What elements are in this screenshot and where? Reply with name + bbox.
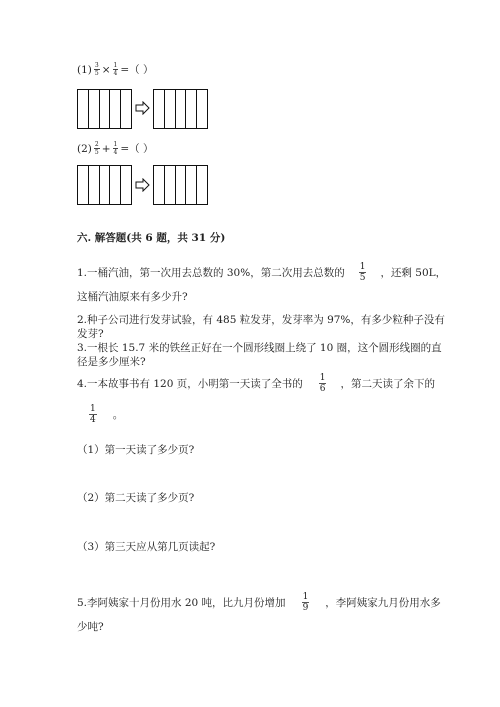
exercise-1-operator: × — [101, 63, 111, 76]
problem-1-text-b: ，还剩 50L， — [380, 266, 447, 279]
exercise-2-fraction-1: $\frac{2}{5}$ — [94, 141, 99, 156]
exercise-2-operator: + — [101, 142, 111, 155]
exercise-2-expression — [77, 141, 153, 156]
exercise-1-left-box — [77, 89, 132, 129]
exercise-1-fraction-1: $\frac{3}{5}$ — [94, 62, 99, 77]
problem-1-line-2: 这桶汽油原来有多少升? — [77, 291, 188, 303]
problem-5-text-a: 5.李阿姨家十月份用水 20 吨，比九月份增加 — [77, 596, 286, 609]
exercise-2-label: (2) — [77, 142, 92, 155]
exercise-1-expression — [77, 62, 153, 77]
problem-5-line-2: 少吨? — [77, 621, 104, 633]
exercise-2-fraction-2: $\frac{1}{4}$ — [113, 141, 118, 156]
problem-4-text-b: ，第二天读了余下的 — [340, 377, 435, 390]
problem-4-text-a: 4.一本故事书有 120 页，小明第一天读了全书的 — [77, 377, 303, 390]
problem-1-fraction: $\frac{1}{5}$ — [359, 262, 366, 283]
exercise-1-fraction-2: $\frac{1}{4}$ — [113, 62, 118, 77]
problem-5-line-1 — [77, 592, 441, 613]
problem-4-line-1 — [77, 373, 435, 394]
right-arrow-icon — [135, 178, 150, 192]
problem-4-fraction-1: $\frac{1}{6}$ — [319, 373, 326, 394]
problem-2-line-2: 发芽? — [77, 328, 104, 340]
problem-1-line-1 — [77, 262, 446, 283]
problem-4-sub-2: （2）第二天读了多少页? — [77, 492, 195, 504]
exercise-2-left-box — [77, 165, 132, 205]
right-arrow-icon — [135, 101, 150, 115]
exercise-1-right-box — [153, 89, 208, 129]
problem-3-line-1: 3.一根长 15.7 米的铁丝正好在一个圆形线圈上绕了 10 圈，这个圆形线圈的直 — [77, 342, 442, 354]
problem-5-text-b: ，李阿姨家九月份用水多 — [325, 596, 441, 609]
problem-5-fraction: $\frac{1}{9}$ — [302, 592, 309, 613]
problem-4-text-c: 。 — [112, 408, 124, 421]
problem-4-sub-3: （3）第三天应从第几页读起? — [77, 541, 216, 553]
problem-4-line-2 — [89, 404, 123, 425]
problem-1-text-a: 1.一桶汽油，第一次用去总数的 30%，第二次用去总数的 — [77, 266, 345, 279]
exercise-1-label: (1) — [77, 63, 92, 76]
exercise-2-right-box — [153, 165, 208, 205]
problem-3-line-2: 径是多少厘米? — [77, 356, 146, 368]
problem-2-line-1: 2.种子公司进行发芽试验，有 485 粒发芽，发芽率为 97%，有多少粒种子没有 — [77, 314, 445, 326]
exercise-1-tail: =（ ） — [120, 63, 154, 76]
exercise-2-tail: =（ ） — [120, 142, 154, 155]
problem-4-fraction-2: $\frac{1}{4}$ — [90, 404, 96, 425]
section-6-title: 六. 解答题(共 6 题，共 31 分) — [77, 232, 226, 244]
problem-4-sub-1: （1）第一天读了多少页? — [77, 444, 195, 456]
